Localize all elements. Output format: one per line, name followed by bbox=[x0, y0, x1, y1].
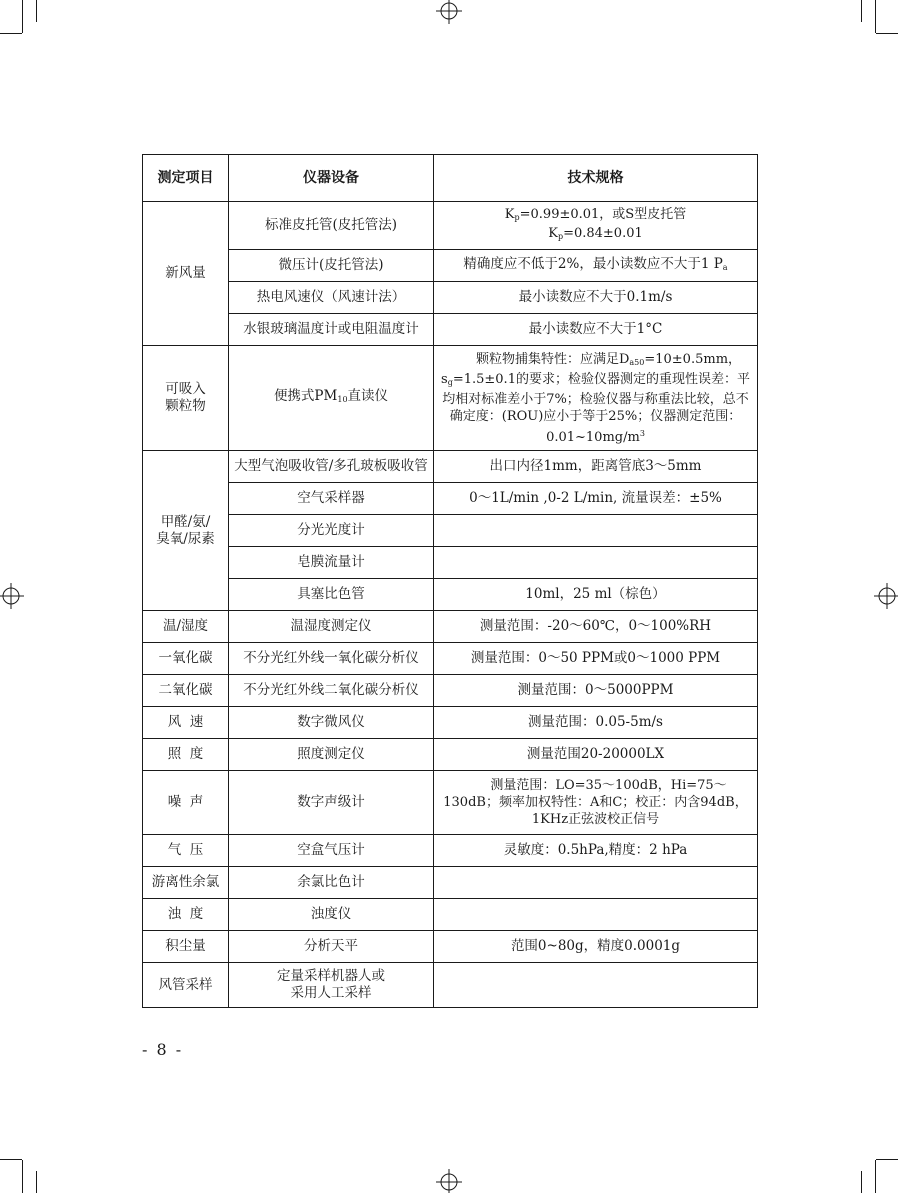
header-instrument: 仪器设备 bbox=[229, 155, 434, 202]
item-cell: 浊 度 bbox=[143, 899, 229, 931]
instrument-cell: 具塞比色管 bbox=[229, 579, 434, 611]
registration-mark-bottom bbox=[436, 1167, 462, 1193]
item-cell: 一氧化碳 bbox=[143, 643, 229, 675]
crop-mark bbox=[861, 1171, 862, 1193]
header-item: 测定项目 bbox=[143, 155, 229, 202]
instrument-cell: 热电风速仪（风速计法） bbox=[229, 282, 434, 314]
item-cell: 风 速 bbox=[143, 707, 229, 739]
item-cell: 温/湿度 bbox=[143, 611, 229, 643]
instrument-cell: 微压计(皮托管法) bbox=[229, 250, 434, 282]
spec-cell bbox=[434, 515, 758, 547]
spec-cell: 测量范围：-20～60℃，0～100%RH bbox=[434, 611, 758, 643]
spec-cell: 颗粒物捕集特性：应满足$D_{a50}=10\pm 0.5mm$，$s_g=1.5\pm 0.1$的要求；检验仪器测定的重现性误差：平均相对标准差小于7%；检验仪器与称重法比较，总不确定度：(ROU)应小于等于25%；仪器测定范围：$0.01\sim 10mg/m^3$ bbox=[434, 346, 758, 451]
table-row bbox=[143, 931, 758, 963]
table-row bbox=[143, 346, 758, 451]
item-formaldehyde: 甲醛/氨/ 臭氧/尿素 bbox=[143, 451, 229, 611]
table-row bbox=[143, 282, 758, 314]
instrument-spec-table bbox=[142, 154, 758, 1008]
table-row bbox=[143, 611, 758, 643]
table-row bbox=[143, 963, 758, 1008]
instrument-cell: 皂膜流量计 bbox=[229, 547, 434, 579]
table-row bbox=[143, 771, 758, 835]
instrument-cell: 温湿度测定仪 bbox=[229, 611, 434, 643]
instrument-cell: 分析天平 bbox=[229, 931, 434, 963]
table-row bbox=[143, 314, 758, 346]
table-header-row bbox=[143, 155, 758, 202]
spec-cell: 出口内径1mm，距离管底3～5mm bbox=[434, 451, 758, 483]
table-row bbox=[143, 675, 758, 707]
instrument-cell: 余氯比色计 bbox=[229, 867, 434, 899]
registration-mark-top bbox=[436, 0, 462, 26]
instrument-cell: 空气采样器 bbox=[229, 483, 434, 515]
spec-cell: 测量范围：0～5000PPM bbox=[434, 675, 758, 707]
spec-cell: 测量范围：LO=35～100dB，Hi=75～130dB；频率加权特性：A和C；校正：内含94dB，1KHz正弦波校正信号 bbox=[434, 771, 758, 835]
table-row bbox=[143, 547, 758, 579]
table-row bbox=[143, 202, 758, 250]
table-row bbox=[143, 899, 758, 931]
table-row bbox=[143, 451, 758, 483]
page-number: - 8 - bbox=[142, 1040, 184, 1059]
crop-mark bbox=[36, 0, 37, 22]
crop-mark bbox=[861, 0, 862, 22]
item-cell: 游离性余氯 bbox=[143, 867, 229, 899]
header-spec: 技术规格 bbox=[434, 155, 758, 202]
spec-cell: 0～1L/min ,0-2 L/min, 流量误差：±5% bbox=[434, 483, 758, 515]
instrument-cell: 分光光度计 bbox=[229, 515, 434, 547]
spec-cell: 最小读数应不大于0.1m/s bbox=[434, 282, 758, 314]
spec-cell bbox=[434, 899, 758, 931]
crop-mark bbox=[22, 0, 23, 33]
instrument-cell: 大型气泡吸收管/多孔玻板吸收管 bbox=[229, 451, 434, 483]
table-row bbox=[143, 250, 758, 282]
spec-cell bbox=[434, 963, 758, 1008]
spec-cell: 测量范围20-20000LX bbox=[434, 739, 758, 771]
table-row bbox=[143, 739, 758, 771]
spec-cell: $K_p=0.99\pm 0.01$，或S型皮托管 $K_p=0.84\pm 0.01$ bbox=[434, 202, 758, 250]
table-row bbox=[143, 515, 758, 547]
item-cell: 噪 声 bbox=[143, 771, 229, 835]
item-cell: 风管采样 bbox=[143, 963, 229, 1008]
registration-mark-left bbox=[0, 583, 26, 609]
spec-cell: 测量范围：0～50 PPM或0～1000 PPM bbox=[434, 643, 758, 675]
instrument-cell: 水银玻璃温度计或电阻温度计 bbox=[229, 314, 434, 346]
table-row bbox=[143, 579, 758, 611]
spec-cell: 灵敏度：0.5hPa,精度：2 hPa bbox=[434, 835, 758, 867]
item-cell: 气 压 bbox=[143, 835, 229, 867]
crop-mark bbox=[875, 0, 876, 33]
registration-mark-right bbox=[872, 583, 898, 609]
instrument-cell: 浊度仪 bbox=[229, 899, 434, 931]
instrument-cell: 照度测定仪 bbox=[229, 739, 434, 771]
table-row bbox=[143, 483, 758, 515]
crop-mark bbox=[0, 1159, 22, 1160]
table-row bbox=[143, 867, 758, 899]
spec-cell: 测量范围：0.05-5m/s bbox=[434, 707, 758, 739]
crop-mark bbox=[0, 33, 22, 34]
instrument-cell: 数字微风仪 bbox=[229, 707, 434, 739]
instrument-cell: 便携式$PM_{10}$直读仪 bbox=[229, 346, 434, 451]
spec-cell: 10ml，25 ml（棕色） bbox=[434, 579, 758, 611]
item-pm10: 可吸入 颗粒物 bbox=[143, 346, 229, 451]
table-row bbox=[143, 643, 758, 675]
spec-cell bbox=[434, 547, 758, 579]
instrument-cell: 不分光红外线二氧化碳分析仪 bbox=[229, 675, 434, 707]
item-cell: 二氧化碳 bbox=[143, 675, 229, 707]
spec-cell: 最小读数应不大于1°C bbox=[434, 314, 758, 346]
instrument-cell: 数字声级计 bbox=[229, 771, 434, 835]
crop-mark bbox=[36, 1171, 37, 1193]
table-row bbox=[143, 707, 758, 739]
spec-cell: 范围0~80g，精度0.0001g bbox=[434, 931, 758, 963]
item-fresh-air: 新风量 bbox=[143, 202, 229, 346]
crop-mark bbox=[876, 1159, 898, 1160]
instrument-cell: 定量采样机器人或 采用人工采样 bbox=[229, 963, 434, 1008]
table-row bbox=[143, 835, 758, 867]
item-cell: 积尘量 bbox=[143, 931, 229, 963]
item-cell: 照 度 bbox=[143, 739, 229, 771]
instrument-cell: 标准皮托管(皮托管法) bbox=[229, 202, 434, 250]
crop-mark bbox=[876, 33, 898, 34]
instrument-cell: 不分光红外线一氧化碳分析仪 bbox=[229, 643, 434, 675]
spec-cell bbox=[434, 867, 758, 899]
instrument-cell: 空盒气压计 bbox=[229, 835, 434, 867]
crop-mark bbox=[875, 1160, 876, 1193]
spec-cell: 精确度应不低于2%，最小读数应不大于1 $P_a$ bbox=[434, 250, 758, 282]
crop-mark bbox=[22, 1160, 23, 1193]
